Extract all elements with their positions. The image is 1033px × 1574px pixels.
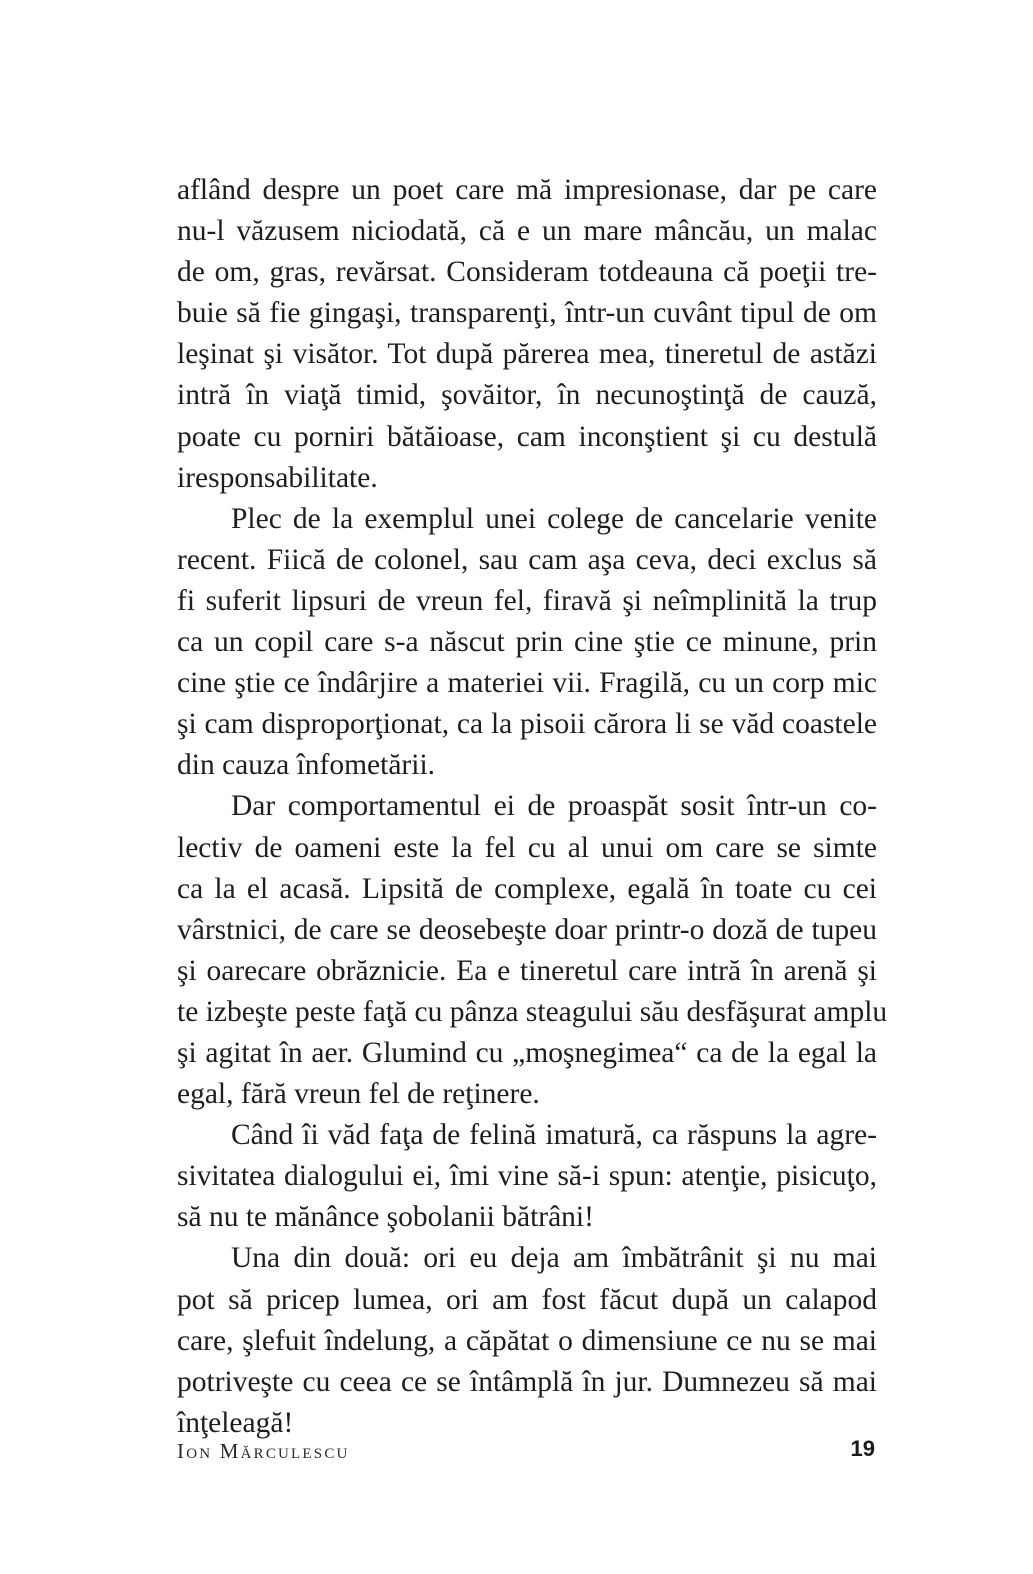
text-line: Una din două: ori eu deja am îmbătrânit şi nu mai bbox=[231, 1242, 877, 1275]
text-line: leşinat şi visător. Tot după părerea mea, tineretul de astăzi bbox=[177, 338, 877, 371]
text-line: înţeleagă! bbox=[177, 1406, 294, 1439]
text-line: cine ştie ce îndârjire a materiei vii. Fragilă, cu un corp mic bbox=[177, 667, 877, 700]
text-line: intră în viaţă timid, şovăitor, în necunoştinţă de cauză, bbox=[177, 379, 877, 412]
text-line: şi cam disproporţionat, ca la pisoii cărora li se văd coastele bbox=[177, 708, 877, 741]
text-line: te izbeşte peste faţă cu pânza steagului său desfăşurat amplu bbox=[177, 995, 888, 1028]
text-line: poate cu porniri bătăioase, cam inconştient şi cu destulă bbox=[177, 420, 877, 453]
text-line: fi suferit lipsuri de vreun fel, firavă şi neîmplinită la trup bbox=[177, 584, 877, 617]
text-line: recent. Fiică de colonel, sau cam aşa ceva, deci exclus să bbox=[177, 543, 877, 576]
text-line: egal, fără vreun fel de reţinere. bbox=[177, 1078, 540, 1111]
text-line: lectiv de oameni este la fel cu al unui om care se simte bbox=[177, 831, 877, 864]
text-line: buie să fie gingaşi, transparenţi, într-un cuvânt tipul de om bbox=[177, 297, 877, 330]
text-line: din cauza înfometării. bbox=[177, 749, 436, 782]
text-line: să nu te mănânce şobolanii bătrâni! bbox=[177, 1201, 594, 1234]
text-line: şi agitat în aer. Glumind cu „moşnegimea“ ca de la egal la bbox=[177, 1036, 877, 1069]
text-line: iresponsabilitate. bbox=[177, 461, 378, 494]
text-line: Dar comportamentul ei de proaspăt sosit într-un co- bbox=[231, 790, 877, 823]
text-line: vârstnici, de care se deosebeşte doar printr-o doză de tupeu bbox=[177, 913, 877, 946]
text-line: pot să pricep lumea, ori am fost făcut după un calapod bbox=[177, 1283, 877, 1316]
footer-author: Ion Mărculescu bbox=[177, 1439, 350, 1463]
text-line: potriveşte cu ceea ce se întâmplă în jur. Dumnezeu să mai bbox=[177, 1365, 877, 1398]
text-line: Când îi văd faţa de felină imatură, ca răspuns la agre- bbox=[231, 1119, 877, 1152]
text-line: Plec de la exemplul unei colege de cancelarie venite bbox=[231, 502, 877, 535]
text-line: de om, gras, revărsat. Consideram totdeauna că poeţii tre- bbox=[177, 256, 877, 289]
text-line: ca un copil care s-a născut prin cine ştie ce minune, prin bbox=[177, 626, 877, 659]
page-number: 19 bbox=[850, 1436, 875, 1461]
text-line: aflând despre un poet care mă impresionase, dar pe care bbox=[177, 174, 877, 206]
text-line: sivitatea dialogului ei, îmi vine să-i spun: atenţie, pisicuţo, bbox=[177, 1160, 877, 1193]
body-text bbox=[177, 170, 888, 1444]
text-line: nu-l văzusem niciodată, că e un mare mâncău, un malac bbox=[177, 215, 877, 248]
text-line: ca la el acasă. Lipsită de complexe, egală în toate cu cei bbox=[177, 872, 877, 905]
text-line: şi oarecare obrăznicie. Ea e tineretul care intră în arenă şi bbox=[177, 954, 877, 987]
text-line: care, şlefuit îndelung, a căpătat o dimensiune ce nu se mai bbox=[177, 1324, 877, 1357]
